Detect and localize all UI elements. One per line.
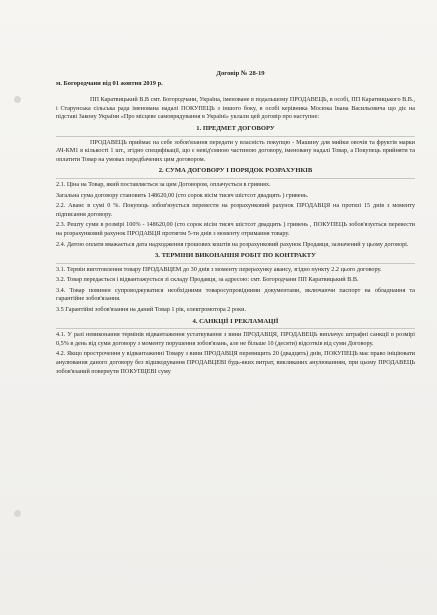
contract-total: Загальна сума договору становить 148620,00 (сто сорок вісім тисяч шістсот двадцять ) гривень. (56, 191, 309, 199)
punch-hole-top (14, 96, 21, 103)
section-1-paragraph: ПРОДАВЕЦЬ приймає на себе зобов'язання передати у власність покупцю - Машину для мийки овочів та фруктів марки АЧ-КМ1 в кількості 1 шт., згідно специфікації, що є невід'ємною частиною договору, іменовану надалі Товар, а Покупець прийняти та оплатити Товар на умовах передбачених цим договором. (56, 138, 415, 163)
clause-3-5: 3.5 Гарантійні зобов'язання на даний Товар 1 рік, електромотора 2 роки. (56, 306, 246, 314)
section-3-title: 3. ТЕРМІНИ ВИКОНАННЯ РОБІТ ПО КОНТРАКТУ (154, 252, 317, 260)
section-1-title: 1. ПРЕДМЕТ ДОГОВОРУ (196, 124, 275, 132)
divider (56, 136, 415, 137)
clause-2-4: 2.4. Датою оплати вважається дата надходження грошових коштів на розрахунковий рахунок Продавця, зазначений у цьому договорі. (56, 240, 409, 248)
clause-2-3: 2.3. Решту суми в розмірі 100% - 148620,00 (сто сорок вісім тисяч шістсот двадцять ) гривень , ПОКУПЕЦЬ зобов'язується перевести на розрахунковий рахунок ПРОДАВЦЯ протягом 5-ти днів з моменту отримання товару. (56, 221, 415, 237)
divider (56, 178, 415, 179)
clause-4-1: 4.1. У разі невиконання термінів відвантаження устаткування з вини ПРОДАВЦЯ, ПРОДАВЕЦЬ виплачує штрафні санкції в розмірі 0,5% в день від суми договору з моменту порушення зобов'язань, але не більше 10 (десяти) відсотків від суми Договору. (56, 331, 415, 347)
clause-3-2: 3.2. Товар передається і відвантажується зі складу Продавця, за адресою: смт. Богородчани ПП Каратвицький В.В. (56, 276, 359, 284)
clause-3-1: 3.1. Термін виготовлення товару ПРОДАВЦЕМ до 30 днів з моменту перерахунку авансу, згідно пункту 2.2 цього договору. (56, 265, 382, 273)
section-2-title: 2. СУМА ДОГОВОРУ І ПОРЯДОК РОЗРАХУНКІВ (158, 167, 313, 175)
divider (56, 263, 415, 264)
clause-2-1: 2.1. Ціна на Товар, який поставляється за цим Договором, оплачується в гривнях. (56, 180, 271, 188)
contract-title: Договір № 28-19 (216, 70, 265, 77)
divider (56, 328, 415, 329)
section-4-title: 4. САНКЦІЇ І РЕКЛАМАЦІЇ (192, 317, 279, 325)
intro-paragraph: ПП Каратвицький В.В смт. Богородчани, Україна, іменоване в подальшому ПРОДАВЕЦЬ, в особі, ПП Каратвицького В.В., і Старунська сільська рада іменована надалі ПОКУПЕЦЬ з іншого боку, в особі керівника Мосюка Івана Васильовича що діє на підставі Закону України «Про місцеве самоврядування в Україні» уклали цей договір про наступне: (56, 96, 415, 121)
clause-4-2: 4.2. Якщо прострочення у відвантаженні Товару з вини ПРОДАВЦЯ перевищить 20 (двадцять) днів, ПОКУПЕЦЬ має право ініціювати анулювання даного договору без відшкодування ПРОДАВЦЕВІ будь-яких витрат, викликаних анулюванням, при цьому ПРОДАВЕЦЬ зобов'язаний повернути ПОКУПЦЕВІ суму (56, 350, 415, 375)
clause-3-4: 3.4. Товар повинен супроводжуватися необхідними товаросупровідними документами, включаючи паспорт на обладнання та гарантійне зобов'язання. (56, 286, 415, 303)
punch-hole-bottom (14, 510, 21, 517)
contract-date: м. Богородчани від 01 жовтня 2019 р. (56, 79, 163, 87)
clause-2-2: 2.2. Аванс в сумі 0 %. Покупець зобов'язується перевести на розрахунковий рахунок ПРОДАВЦЯ на протязі 15 днів з моменту підписання договору. (56, 202, 415, 218)
